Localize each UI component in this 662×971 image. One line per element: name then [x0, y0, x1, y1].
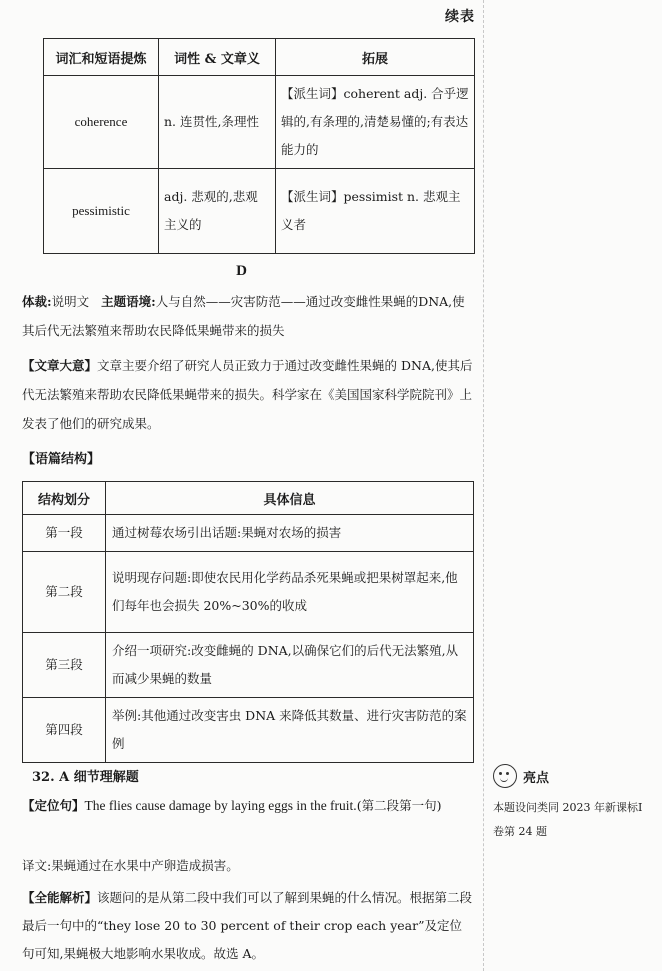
vocab-word: coherence — [44, 76, 159, 169]
structure-heading: 【语篇结构】 — [22, 452, 101, 467]
vocab-header-extension: 拓展 — [276, 39, 475, 76]
structure-info: 举例:其他通过改变害虫 DNA 来降低其数量、进行灾害防范的案例 — [106, 698, 474, 763]
structure-part: 第四段 — [23, 698, 106, 763]
structure-header-part: 结构划分 — [23, 482, 106, 515]
genre-label: 体裁: — [22, 294, 52, 309]
summary-label: 【文章大意】 — [22, 358, 98, 373]
vocab-extension: 【派生词】coherent adj. 合乎逻辑的,有条理的,清楚易懂的;有表达能力的 — [276, 76, 475, 169]
highlight-box — [493, 764, 653, 844]
analysis-label: 【全能解析】 — [22, 890, 98, 905]
highlight-text: 本题设问类同 2023 年新课标Ⅰ卷第 24 题 — [493, 801, 643, 838]
question-heading: 32. A 细节理解题 — [32, 770, 139, 785]
locate-reference: (第二段第一句) — [356, 798, 442, 813]
vocab-extension: 【派生词】pessimist n. 悲观主义者 — [276, 169, 475, 254]
structure-info: 通过树莓农场引出话题:果蝇对农场的损害 — [106, 515, 474, 552]
theme-value: 人与自然——灾害防范——通过改变雌性果蝇的DNA,使其后代无法繁殖来帮助农民降低果蝇带来的损失 — [22, 294, 465, 338]
structure-header-row — [23, 482, 474, 515]
structure-info: 介绍一项研究:改变雌蝇的 DNA,以确保它们的后代无法繁殖,从而减少果蝇的数量 — [106, 633, 474, 698]
continued-label: 续表 — [445, 9, 475, 25]
lightbulb-face-icon — [493, 764, 517, 788]
vocab-header-row — [44, 39, 475, 76]
highlight-title-row — [493, 764, 653, 788]
genre-paragraph — [22, 287, 474, 345]
vocab-word: pessimistic — [44, 169, 159, 254]
structure-row — [23, 698, 474, 763]
analysis-paragraph — [22, 884, 474, 968]
analysis-text: 该题问的是从第二段中我们可以了解到果蝇的什么情况。根据第二段最后一句中的“they lose 20 to 30 percent of their crop each year”及定位句可知,果蝇极大地影响水果收成。故选 A。 — [22, 890, 473, 961]
vocab-row — [44, 76, 475, 169]
structure-part: 第一段 — [23, 515, 106, 552]
locate-paragraph — [22, 792, 474, 820]
theme-label: 主题语境: — [101, 294, 156, 309]
vocab-row — [44, 169, 475, 254]
column-divider — [483, 0, 484, 971]
genre-value: 说明文 — [51, 294, 90, 309]
structure-part: 第三段 — [23, 633, 106, 698]
structure-table — [22, 481, 474, 763]
summary-text: 文章主要介绍了研究人员正致力于通过改变雌性果蝇的 DNA,使其后代无法繁殖来帮助农民降低果蝇带来的损失。科学家在《美国国家科学院院刊》上发表了他们的研究成果。 — [22, 358, 473, 431]
summary-paragraph — [22, 351, 474, 438]
vocab-table — [43, 38, 475, 254]
structure-part: 第二段 — [23, 552, 106, 633]
highlight-title: 亮点 — [523, 770, 550, 786]
vocab-header-meaning: 词性 & 文章义 — [159, 39, 276, 76]
vocab-meaning: adj. 悲观的,悲观主义的 — [159, 169, 276, 254]
vocab-header-word: 词汇和短语提炼 — [44, 39, 159, 76]
structure-row — [23, 633, 474, 698]
structure-row — [23, 552, 474, 633]
section-title: D — [236, 263, 247, 279]
translation-paragraph: 译文:果蝇通过在水果中产卵造成损害。 — [22, 858, 239, 873]
vocab-meaning: n. 连贯性,条理性 — [159, 76, 276, 169]
structure-row — [23, 515, 474, 552]
structure-header-info: 具体信息 — [106, 482, 474, 515]
structure-info: 说明现存问题:即使农民用化学药品杀死果蝇或把果树罩起来,他们每年也会损失 20%~30%的收成 — [106, 552, 474, 633]
locate-sentence: The flies cause damage by laying eggs in the fruit. — [84, 798, 357, 813]
locate-label: 【定位句】 — [22, 798, 85, 813]
